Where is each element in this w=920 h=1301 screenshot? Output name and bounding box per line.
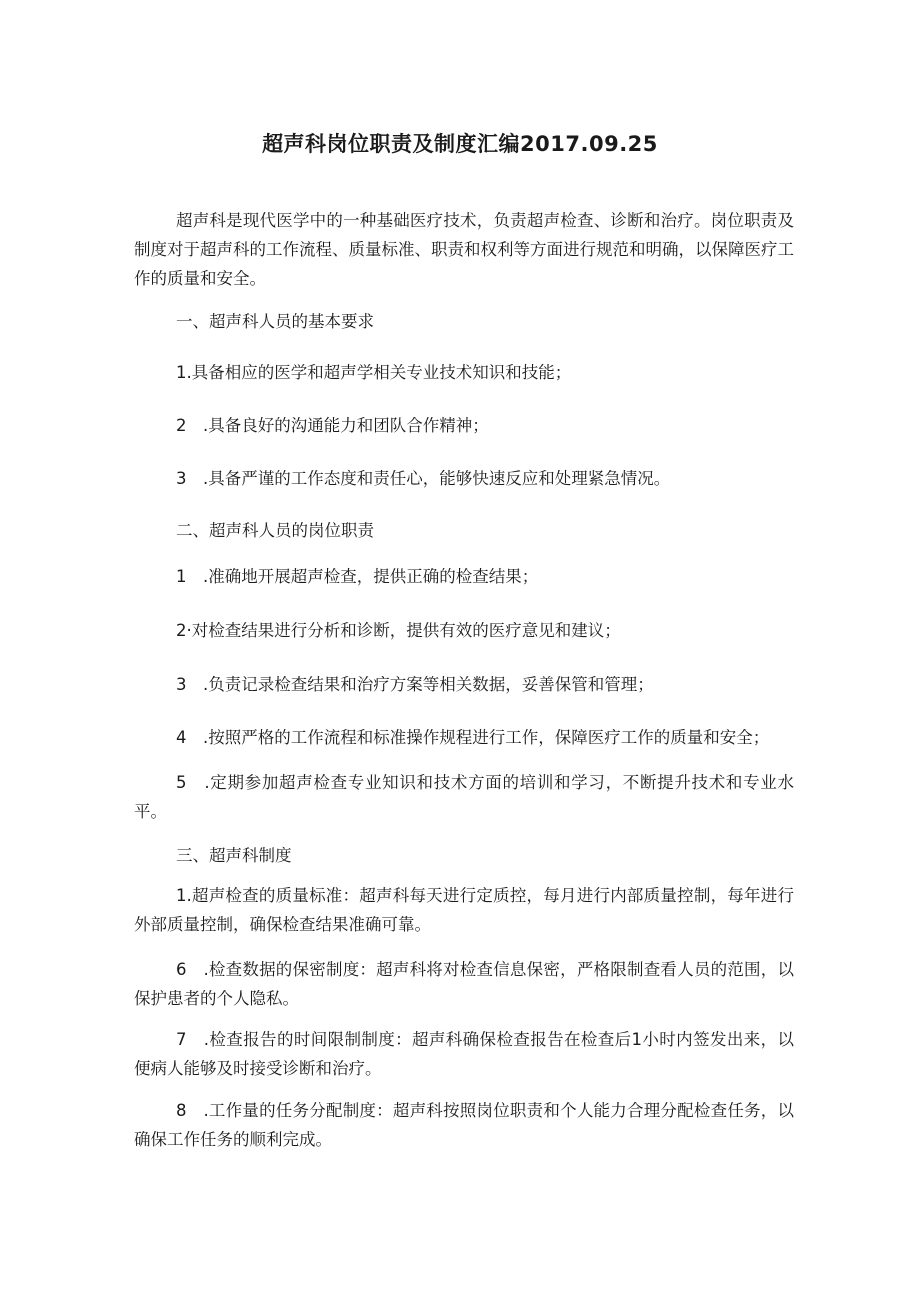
section-2-item-2: 2·对检查结果进行分析和诊断，提供有效的医疗意见和建议； (176, 621, 621, 640)
section-3-item-1: 1.超声检查的质量标准：超声科每天进行定质控，每月进行内部质量控制，每年进行外部质量控制，确保检查结果准确可靠。 (134, 886, 794, 934)
section-1-heading: 一、超声科人员的基本要求 (176, 312, 374, 331)
section-1-item-1: 1.具备相应的医学和超声学相关专业技术知识和技能； (176, 363, 572, 382)
section-3-heading: 三、超声科制度 (176, 846, 292, 865)
section-3-item-6: 6 .检查数据的保密制度：超声科将对检查信息保密，严格限制查看人员的范围，以保护患者的个人隐私。 (134, 960, 794, 1008)
section-2-item-4: 4 .按照严格的工作流程和标准操作规程进行工作，保障医疗工作的质量和安全； (176, 728, 770, 747)
section-1-item-2: 2 .具备良好的沟通能力和团队合作精神； (176, 416, 489, 435)
document-title: 超声科岗位职责及制度汇编2017.09.25 (262, 132, 658, 156)
section-2-item-1: 1 .准确地开展超声检查，提供正确的检查结果； (176, 567, 539, 586)
section-2-item-5: 5 .定期参加超声检查专业知识和技术方面的培训和学习，不断提升技术和专业水平。 (134, 773, 794, 821)
section-3-item-8: 8 .工作量的任务分配制度：超声科按照岗位职责和个人能力合理分配检查任务，以确保工作任务的顺利完成。 (134, 1101, 794, 1149)
intro-paragraph: 超声科是现代医学中的一种基础医疗技术，负责超声检查、诊断和治疗。岗位职责及制度对于超声科的工作流程、质量标准、职责和权利等方面进行规范和明确，以保障医疗工作的质量和安全。 (134, 211, 794, 288)
section-2-item-3: 3 .负责记录检查结果和治疗方案等相关数据，妥善保管和管理； (176, 675, 654, 694)
section-2-heading: 二、超声科人员的岗位职责 (176, 521, 374, 540)
section-3-item-7: 7 .检查报告的时间限制制度：超声科确保检查报告在检查后1小时内签发出来，以便病人能够及时接受诊断和治疗。 (134, 1030, 794, 1078)
section-1-item-3: 3 .具备严谨的工作态度和责任心，能够快速反应和处理紧急情况。 (176, 469, 671, 488)
